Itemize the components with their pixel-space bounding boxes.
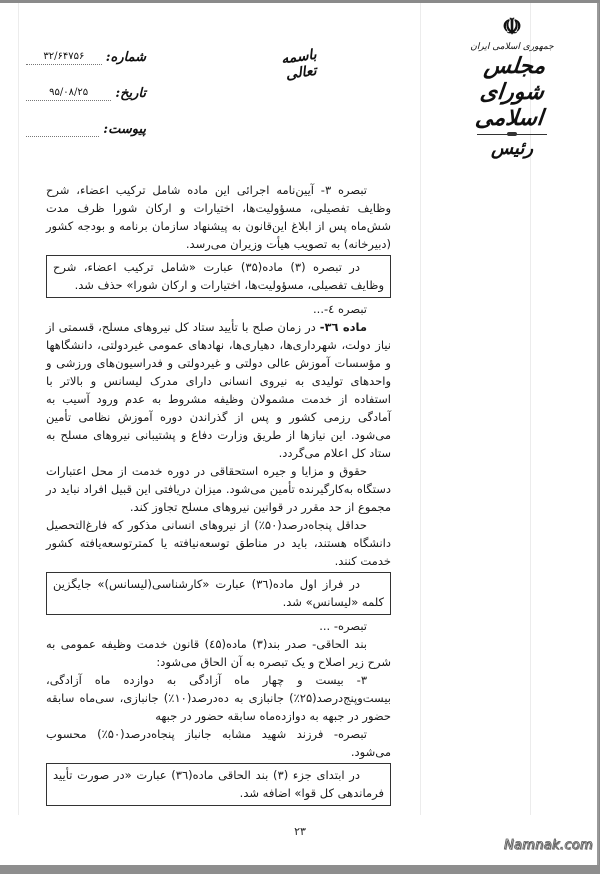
amendment-text: در تبصره (۳) ماده(۳۵) عبارت «شامل ترکیب اعضاء، شرح وظایف تفصیلی، مسؤولیت‌ها، اختیارات و ارکان شورا» حذف شد. <box>53 260 384 292</box>
site-watermark: Namnak.com <box>504 838 593 853</box>
scan-frame-bottom <box>0 865 600 874</box>
paragraph-tabsareh-3: تبصره ۳- آیین‌نامه اجرائی این ماده شامل ترکیب اعضاء، شرح وظایف تفصیلی، مسؤولیت‌ها، اختیارات و ارکان شورا ظرف مدت شش‌ماه پس از ابلاغ این‌قانون به پیشنهاد سازمان برنامه و بودجه کشور (دبیرخانه) به تصویب هیأت وزیران می‌رسد. <box>46 183 391 251</box>
paragraph-tabsareh-blank: تبصره- ... <box>319 619 367 633</box>
letterhead <box>457 15 567 160</box>
letterhead-divider <box>477 134 547 135</box>
paragraph-hadaghal: حداقل پنجاه‌درصد(۵۰٪) از نیروهای انسانی مذکور که فارغ‌التحصیل دانشگاه هستند، باید در مناطق توسعه‌نیافته یا کمترتوسعه‌یافته کشور خدمت کنند. <box>46 518 391 568</box>
meta-date-value: ۹۵/۰۸/۲۵ <box>26 86 111 101</box>
document-body <box>46 181 391 808</box>
meta-attachment-label: پیوست: <box>103 122 146 137</box>
meta-date-row <box>26 65 146 101</box>
paragraph-madeh-36 <box>46 318 391 462</box>
basmala-heading: باسمه تعالی <box>280 46 318 83</box>
meta-attachment-value <box>26 135 99 137</box>
document-page <box>0 3 599 865</box>
scan-artifact-line <box>420 3 421 815</box>
page-number: ۲۳ <box>294 825 306 838</box>
meta-date-label: تاریخ: <box>115 86 146 101</box>
paragraph-hoghugh: حقوق و مزایا و جیره استحقاقی در دوره خدمت از محل اعتبارات دستگاه به‌کارگیرنده تأمین می‌شود. میزان دریافتی این قبیل افراد نباید در مجموع از حد مقرر در قوانین نیروهای مسلح تجاوز کند. <box>46 464 391 514</box>
meta-number-label: شماره: <box>105 50 146 65</box>
paragraph-tabsareh-4: تبصره ٤-... <box>313 302 367 316</box>
letterhead-office: رئیس <box>490 138 534 159</box>
paragraph-band-3: ۳- بیست و چهار ماه آزادگی به دوازده ماه آزادگی، بیست‌وپنج‌درصد(۲۵٪) جانبازی به ده‌درصد(۱۰٪) جانبازی، سی‌ماه سابقه حضور در جبهه به دوازده‌ماه سابقه حضور در جبهه <box>46 673 391 723</box>
amendment-text: در ابتدای جزء (۳) بند الحاقی ماده(۳٦) عبارت «در صورت تأیید فرماندهی کل قوا» اضافه شد. <box>53 768 384 800</box>
iran-emblem-icon: ☫ <box>502 14 522 40</box>
meta-number-row <box>26 29 146 65</box>
scan-artifact-line <box>18 3 19 815</box>
meta-attachment-row <box>26 101 146 137</box>
amendment-text: در فراز اول ماده(۳٦) عبارت «کارشناسی(لیسانس)» جایگزین کلمه «لیسانس» شد. <box>53 577 384 609</box>
paragraph-band-elhaghi: بند الحاقی- صدر بند(۳) ماده(٤۵) قانون خدمت وظیفه عمومی به شرح زیر اصلاح و یک تبصره به آن الحاق می‌شود: <box>46 637 391 669</box>
letter-meta <box>26 29 146 137</box>
letterhead-country: جمهوری اسلامی ایران <box>470 42 554 52</box>
amendment-box <box>46 255 391 298</box>
article-text: در زمان صلح با تأیید ستاد کل نیروهای مسلح، قسمتی از نیاز دولت، شهرداری‌ها، دهیاری‌ها، نهادهای عمومی غیردولتی، دانشگاهها و مؤسسات آموزش عالی دولتی و غیردولتی و فدراسیون‌های ورزشی و واحدهای تولیدی به نیروی انسانی دارای مدرک لیسانس و بالاتر با استفاده از خدمت مشمولان وظیفه مشروط به عدم ورود آسیب به آمادگی رزمی کشور و پس از گذراندن دوره آموزش نظامی تأمین می‌شود. این نیازها از طریق وزارت دفاع و پشتیبانی نیروهای مسلح به ستاد کل اعلام می‌گردد. <box>46 320 391 460</box>
article-number: ماده ۳٦- <box>319 320 367 334</box>
amendment-box <box>46 572 391 615</box>
letterhead-institution: مجلس شورای اسلامی <box>473 53 547 131</box>
meta-number-value: ۳۲/۶۴۷۵۶ <box>26 50 102 65</box>
amendment-box <box>46 763 391 806</box>
paragraph-tabsareh-farzand: تبصره- فرزند شهید مشابه جانباز پنجاه‌درصد(۵۰٪) محسوب می‌شود. <box>46 727 391 759</box>
